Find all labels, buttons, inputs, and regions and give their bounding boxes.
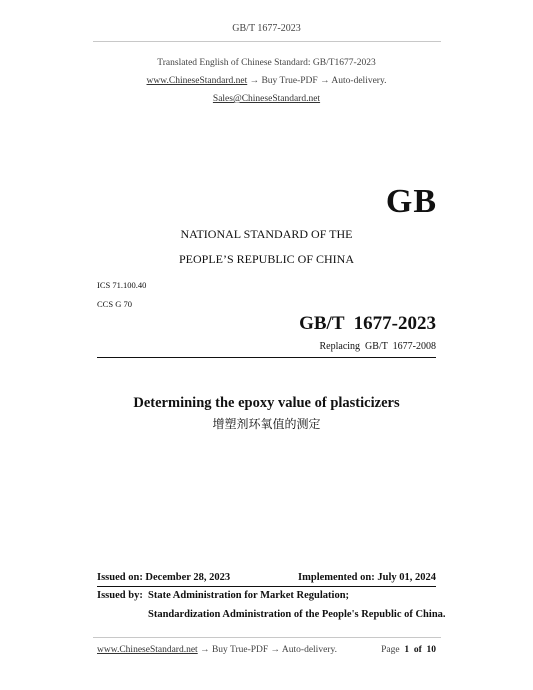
footer-site-link[interactable]: www.ChineseStandard.net: [97, 645, 198, 655]
promo-text: → Buy True-PDF → Auto-delivery.: [247, 76, 387, 86]
document-title-cn: 增塑剂环氧值的测定: [212, 417, 321, 431]
page-label: Page: [381, 645, 400, 655]
ics-code: ICS 71.100.40: [97, 280, 147, 290]
title-divider: [97, 357, 436, 358]
header-divider: [93, 41, 441, 42]
running-header: GB/T 1677-2023: [232, 23, 301, 34]
translation-promo-line: [0, 76, 533, 86]
dates-divider: [97, 586, 436, 587]
footer-promo: [97, 645, 337, 655]
replacing-note: Replacing GB/T 1677-2008: [319, 341, 436, 352]
gb-mark: GB: [385, 183, 437, 220]
page-indicator: [381, 645, 436, 655]
page-total: 10: [426, 645, 436, 655]
ccs-code: CCS G 70: [97, 299, 132, 309]
page-of: of: [413, 645, 422, 655]
footer-divider: [93, 637, 441, 638]
translation-note-line: Translated English of Chinese Standard: GB/T1677-2023: [157, 58, 376, 68]
national-standard-line-1: NATIONAL STANDARD OF THE: [180, 227, 353, 241]
issued-on-date: Issued on: December 28, 2023: [97, 572, 231, 583]
issuer-1: State Administration for Market Regulation;: [148, 590, 350, 601]
document-title-en: Determining the epoxy value of plasticizers: [133, 395, 400, 411]
national-standard-line-2: PEOPLE’S REPUBLIC OF CHINA: [178, 252, 355, 266]
page-current: 1: [404, 645, 410, 655]
issued-by-label: Issued by:: [97, 590, 143, 601]
implemented-on-date: Implemented on: July 01, 2024: [298, 572, 436, 583]
footer-promo-text: → Buy True-PDF → Auto-delivery.: [197, 645, 337, 655]
issuer-2: Standardization Administration of the People's Republic of China.: [148, 609, 446, 620]
standard-number: GB/T 1677-2023: [299, 313, 436, 334]
email-link[interactable]: Sales@ChineseStandard.net: [212, 94, 321, 104]
email-line: [0, 94, 533, 104]
site-link[interactable]: www.ChineseStandard.net: [146, 76, 248, 86]
